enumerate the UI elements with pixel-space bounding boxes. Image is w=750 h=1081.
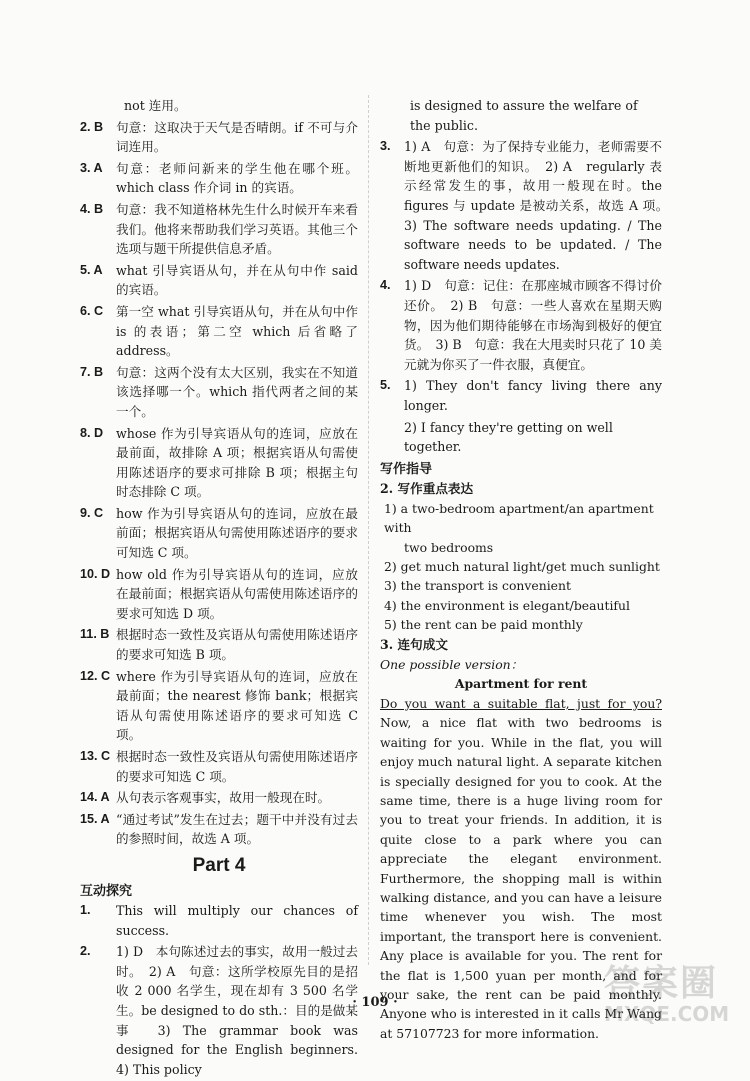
column-divider [368,95,369,965]
answer-text: how 作为引导宾语从句的连词，应放在最前面；根据宾语从句需使用陈述语序的要求可知选 C 项。 [116,505,358,561]
answer-number: 7. B [80,364,104,379]
answer-number: 2. [80,944,91,959]
answer-number: 5. A [80,262,103,277]
answer-text: 1) D 本句陈述过去的事实，故用一般过去时。 2) A 句意：这所学校原先目的是招收 2 000 名学生，现在却有 3 500 名学生。be designed to do sth.：目的是做某事 3) The grammar book was designed for the English beginners. 4) This policy [116,944,371,1077]
continued-text: not 连用。 [124,98,187,113]
answer-item [80,118,358,157]
expression-list [380,499,662,635]
answer-number: 5. [380,378,391,393]
essay-title: Apartment for rent [454,675,588,691]
essay-opening: Do you want a suitable flat, just for you? [380,695,662,711]
watermark-text: 答案圈 [604,963,719,1004]
answer-item [80,667,358,745]
answer-number: 4. [380,278,391,293]
answer-number: 13. C [80,749,111,763]
answer-text: 句意：老师问新来的学生他在哪个班。which class 作介词 in 的宾语。 [116,160,358,196]
item5-line2: 2) I fancy they're getting on well together. [404,419,613,455]
expression-line: two bedrooms [404,539,494,555]
watermark-url: MXQE.COM [604,1002,730,1026]
essay-rest: Now, a nice flat with two bedrooms is waiting for you. While in the flat, you will enjoy much natural light. A separate kitchen is specially designed for you to cook. At the same time, there is a huge living room for you to treat your friends. In addition, it is quite close to a park where you can appreciate the elegant environment. Furthermore, the shopping mall is within walking distance, and you can have a leisure time whenever you wish. The most important, the transport here is convenient. Any place is available for you. The rent for the flat is 1,500 yuan per month, and for your sake, the rent can be paid monthly. Anyone who is interested in it calls Mr Wang at 57107723 for more information. [380,715,662,1041]
answer-text: 根据时态一致性及宾语从句需使用陈述语序的要求可知选 C 项。 [116,749,358,784]
answer-text: 1) They don't fancy living there any longer. [404,378,662,413]
answer-list-a [80,118,358,849]
answer-item [80,424,358,502]
subheading-compose: 3. 连句成文 [380,636,448,652]
answer-number: 3. A [80,160,103,175]
answer-number: 2. B [80,119,104,134]
answer-item [80,363,358,422]
answer-item [80,200,358,259]
answer-text: 句意：这两个没有太大区别，我实在不知道该选择哪一个。which 指代两者之间的某一个。 [116,364,358,419]
answer-text: 1) A 句意：为了保持专业能力，老师需要不断地更新他们的知识。 2) A regularly 表示经常发生的事，故用一般现在时。the figures 与 update 是被动关系，故选 A 项。 3) The software needs updating. / The software needs to be updated. / The software needs updates. [404,139,675,272]
answer-text: what 引导宾语从句，并在从句中作 said 的宾语。 [116,262,358,298]
part-title: Part 4 [192,854,246,876]
answer-text: “通过考试”发生在过去；题干中并没有过去的参照时间，故选 A 项。 [116,811,358,847]
subheading-expressions: 2. 写作重点表达 [380,480,474,496]
expression-line: 5) the rent can be paid monthly [384,617,583,633]
answer-item [380,137,675,274]
answer-item [80,788,358,808]
answer-item [80,159,358,198]
answer-text: 句意：我不知道格林先生什么时候开车来看我们。他将来帮助我们学习英语。其他三个选项与题干所提供信息矛盾。 [116,201,358,257]
answer-item [80,504,358,563]
answer-number: 3. [380,139,391,154]
answer-number: 4. B [80,201,104,216]
answer-text: whose 作为引导宾语从句的连词，应放在最前面，故排除 A 项；根据宾语从句需使用陈述语序的要求可排除 B 项；根据主句时态排除 C 项。 [116,425,358,500]
answer-item [80,901,358,940]
answer-item [80,625,358,664]
answer-text: 1) D 句意：记住：在那座城市顾客不得讨价还价。 2) B 句意：一些人喜欢在星期天购物，因为他们期待能够在市场淘到极好的便宜货。 3) B 句意：我在大甩卖时只花了 10 美元就为你买了一件衣服，真便宜。 [404,278,663,372]
answer-number: 12. C [80,668,111,683]
answer-number: 11. B [80,627,110,642]
expression-line: 1) a two-bedroom apartment/an apartment with [384,500,654,536]
answer-list-b [80,901,371,1079]
answer-number: 9. C [80,505,104,520]
one-possible-version: One possible version： [380,656,524,672]
expression-line: 4) the environment is elegant/beautiful [384,597,630,613]
answer-text: 第一空 what 引导宾语从句，并在从句中作 is 的表语；第二空 which 后省略了 address。 [116,303,358,359]
answer-item [80,261,358,300]
answer-item [80,565,358,624]
answer-text: 句意：这取决于天气是否晴朗。if 不可与介词连用。 [116,119,358,155]
answer-item [380,276,662,374]
answer-item [80,302,358,361]
answer-item [80,747,358,786]
continued-text: is designed to assure the welfare of the public. [410,98,638,133]
answer-number: 8. D [80,425,104,440]
page-number: · 109 · [352,995,398,1010]
answer-text: This will multiply our chances of success. [116,902,358,938]
answer-number: 15. A [80,811,110,826]
answer-text: 根据时态一致性及宾语从句需使用陈述语序的要求可知选 B 项。 [116,627,358,663]
answer-item [80,942,371,1079]
left-column [80,96,371,1081]
expression-line: 3) the transport is convenient [384,578,571,594]
answer-text: how old 作为引导宾语从句的连词，应放在最前面；根据宾语从句需使用陈述语序的要求可知选 D 项。 [116,566,358,621]
answer-number: 6. C [80,303,104,318]
answer-item [80,810,358,849]
section-heading: 互动探究 [80,882,133,898]
answer-number: 1. [80,902,91,917]
expression-line: 2) get much natural light/get much sunlight [384,558,660,574]
answer-text: 从句表示客观事实，故用一般现在时。 [116,790,331,806]
answer-text: where 作为引导宾语从句的连词，应放在最前面；the nearest 修饰 bank；根据宾语从句需使用陈述语序的要求可知选 C 项。 [116,668,358,743]
writing-heading: 写作指导 [380,460,433,476]
answer-list-right [380,137,675,415]
answer-number: 10. D [80,566,111,581]
watermark-logo [604,965,732,1035]
answer-item [380,376,662,415]
answer-number: 14. A [80,790,110,805]
